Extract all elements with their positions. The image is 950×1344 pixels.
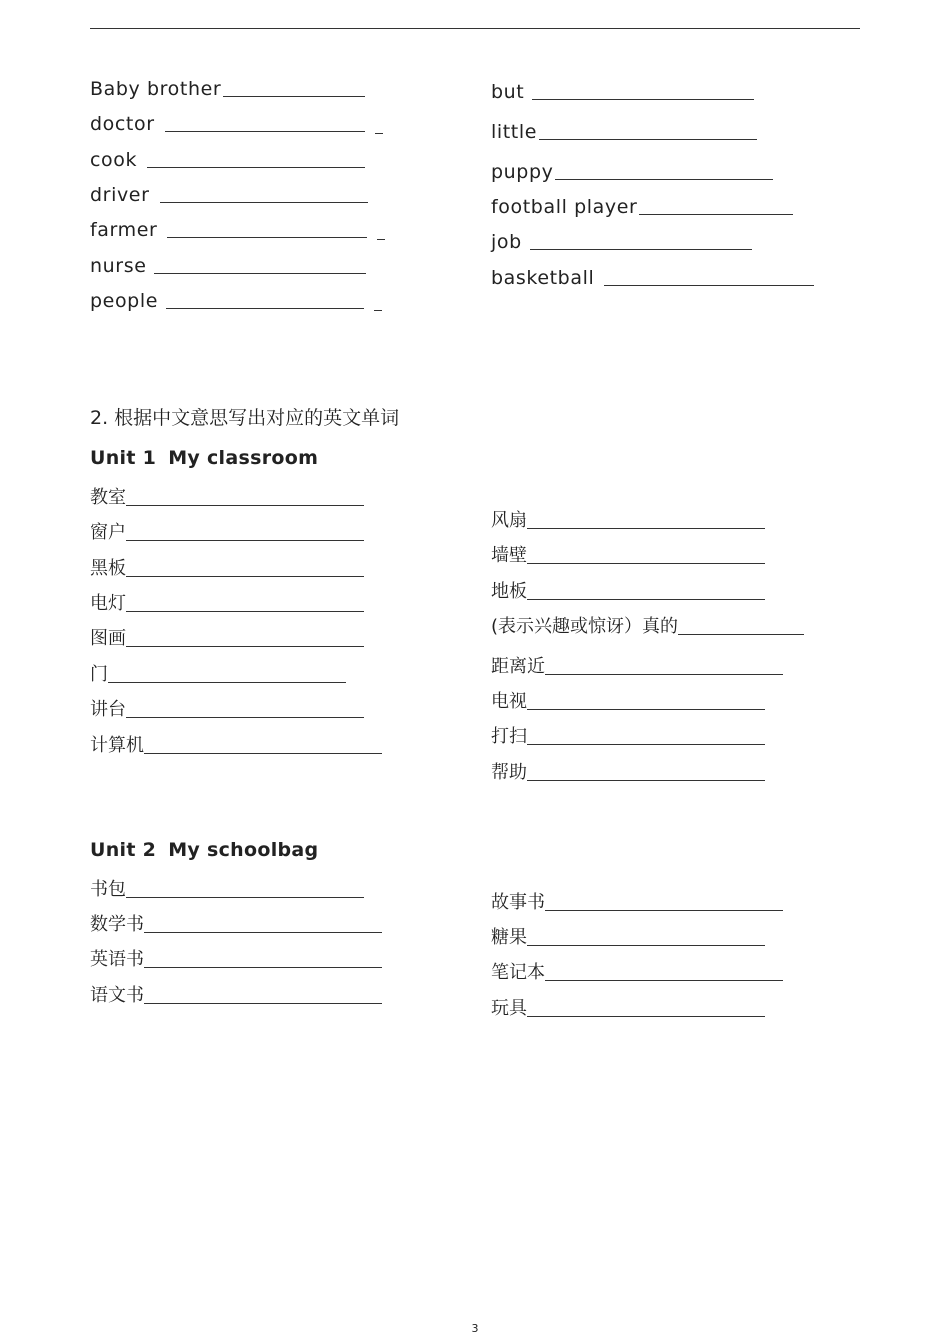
dash-mark: [374, 310, 382, 311]
answer-blank[interactable]: [144, 966, 382, 968]
word-label: cook: [90, 149, 138, 171]
unit-label: Unit 2: [90, 839, 157, 861]
answer-blank[interactable]: [527, 743, 765, 745]
word-label: nurse: [90, 255, 147, 277]
word-row: [90, 289, 382, 313]
word-row: [491, 655, 783, 679]
unit-label: Unit 1: [90, 447, 157, 469]
word-row: [90, 734, 382, 758]
answer-blank[interactable]: [144, 1002, 382, 1004]
answer-blank[interactable]: [545, 909, 783, 911]
word-row: [491, 509, 765, 533]
answer-blank[interactable]: [539, 138, 757, 140]
word-label: 帮助: [491, 762, 527, 783]
word-row: [90, 627, 364, 651]
word-row: [90, 218, 385, 242]
word-row: [90, 698, 364, 722]
word-row: [491, 961, 783, 985]
word-label: 数学书: [90, 914, 144, 935]
word-row: [491, 725, 765, 749]
answer-blank[interactable]: [126, 575, 364, 577]
word-label: 英语书: [90, 949, 144, 970]
word-label: (表示兴趣或惊讶）真的: [491, 616, 679, 637]
word-label: 图画: [90, 628, 126, 649]
word-row: [491, 544, 765, 568]
answer-blank[interactable]: [166, 307, 364, 309]
word-label: farmer: [90, 219, 158, 241]
word-row: [491, 761, 765, 785]
word-row: [491, 120, 757, 144]
answer-blank[interactable]: [126, 716, 364, 718]
unit2-heading: [90, 838, 318, 862]
answer-blank[interactable]: [527, 598, 765, 600]
answer-blank[interactable]: [555, 178, 773, 180]
answer-blank[interactable]: [108, 681, 346, 683]
word-label: 计算机: [90, 735, 144, 756]
answer-blank[interactable]: [527, 1015, 765, 1017]
answer-blank[interactable]: [147, 166, 365, 168]
answer-blank[interactable]: [126, 504, 364, 506]
unit-title: My classroom: [168, 447, 319, 469]
word-label: 糖果: [491, 927, 527, 948]
word-label: 打扫: [491, 726, 527, 747]
word-label: puppy: [491, 161, 554, 183]
answer-blank[interactable]: [604, 284, 814, 286]
word-row: [90, 913, 382, 937]
answer-blank[interactable]: [167, 236, 367, 238]
dash-mark: [375, 133, 383, 134]
word-row: [90, 112, 383, 136]
word-row: [90, 486, 364, 510]
section-heading: 2. 根据中文意思写出对应的英文单词: [90, 407, 400, 429]
word-label: 故事书: [491, 892, 545, 913]
word-row: [90, 948, 382, 972]
word-label: 书包: [90, 879, 126, 900]
answer-blank[interactable]: [126, 539, 364, 541]
word-label: 电灯: [90, 593, 126, 614]
word-label: 门: [90, 664, 108, 685]
word-row: [90, 663, 346, 687]
word-row: [491, 580, 765, 604]
word-row: [491, 230, 752, 254]
answer-blank[interactable]: [126, 896, 364, 898]
answer-blank[interactable]: [126, 645, 364, 647]
word-label: doctor: [90, 113, 155, 135]
word-row: [90, 521, 364, 545]
answer-blank[interactable]: [527, 527, 765, 529]
word-label: basketball: [491, 267, 595, 289]
word-label: 风扇: [491, 510, 527, 531]
word-label: 窗户: [90, 522, 126, 543]
word-label: people: [90, 290, 159, 312]
answer-blank[interactable]: [678, 633, 804, 635]
word-row: [491, 690, 765, 714]
answer-blank[interactable]: [532, 98, 754, 100]
answer-blank[interactable]: [527, 944, 765, 946]
answer-blank[interactable]: [126, 610, 364, 612]
word-row: [90, 592, 364, 616]
word-row: [90, 984, 382, 1008]
answer-blank[interactable]: [144, 752, 382, 754]
word-row: [90, 183, 368, 207]
word-label: little: [491, 121, 538, 143]
top-rule: [90, 28, 860, 29]
answer-blank[interactable]: [165, 130, 365, 132]
word-row: [491, 195, 793, 219]
word-label: but: [491, 81, 525, 103]
answer-blank[interactable]: [154, 272, 366, 274]
word-label: job: [491, 231, 522, 253]
word-label: 笔记本: [491, 962, 545, 983]
dash-mark: [377, 239, 385, 240]
word-label: Baby brother: [90, 78, 222, 100]
answer-blank[interactable]: [545, 979, 783, 981]
word-row: [90, 77, 365, 101]
word-row: [90, 254, 366, 278]
answer-blank[interactable]: [144, 931, 382, 933]
word-label: 墙壁: [491, 545, 527, 566]
answer-blank[interactable]: [223, 95, 365, 97]
unit1-heading: [90, 446, 318, 470]
word-row: [90, 148, 365, 172]
word-label: 教室: [90, 487, 126, 508]
word-label: football player: [491, 196, 638, 218]
answer-blank[interactable]: [639, 213, 793, 215]
word-label: 语文书: [90, 985, 144, 1006]
word-row: [491, 891, 783, 915]
answer-blank[interactable]: [527, 779, 765, 781]
word-row: [90, 878, 364, 902]
page-number: 3: [471, 1322, 479, 1335]
answer-blank[interactable]: [527, 562, 765, 564]
word-label: driver: [90, 184, 150, 206]
unit-title: My schoolbag: [168, 839, 319, 861]
word-label: 距离近: [491, 656, 545, 677]
word-row: [491, 160, 773, 184]
word-row: [90, 557, 364, 581]
word-label: 黑板: [90, 558, 126, 579]
answer-blank[interactable]: [530, 248, 752, 250]
word-label: 讲台: [90, 699, 126, 720]
word-label: 电视: [491, 691, 527, 712]
word-row: [491, 926, 765, 950]
word-row: [491, 80, 754, 104]
word-label: 玩具: [491, 998, 527, 1019]
word-row: [491, 997, 765, 1021]
answer-blank[interactable]: [527, 708, 765, 710]
word-label: 地板: [491, 581, 527, 602]
word-row: [491, 266, 814, 290]
word-row: [491, 615, 804, 639]
answer-blank[interactable]: [545, 673, 783, 675]
answer-blank[interactable]: [160, 201, 368, 203]
